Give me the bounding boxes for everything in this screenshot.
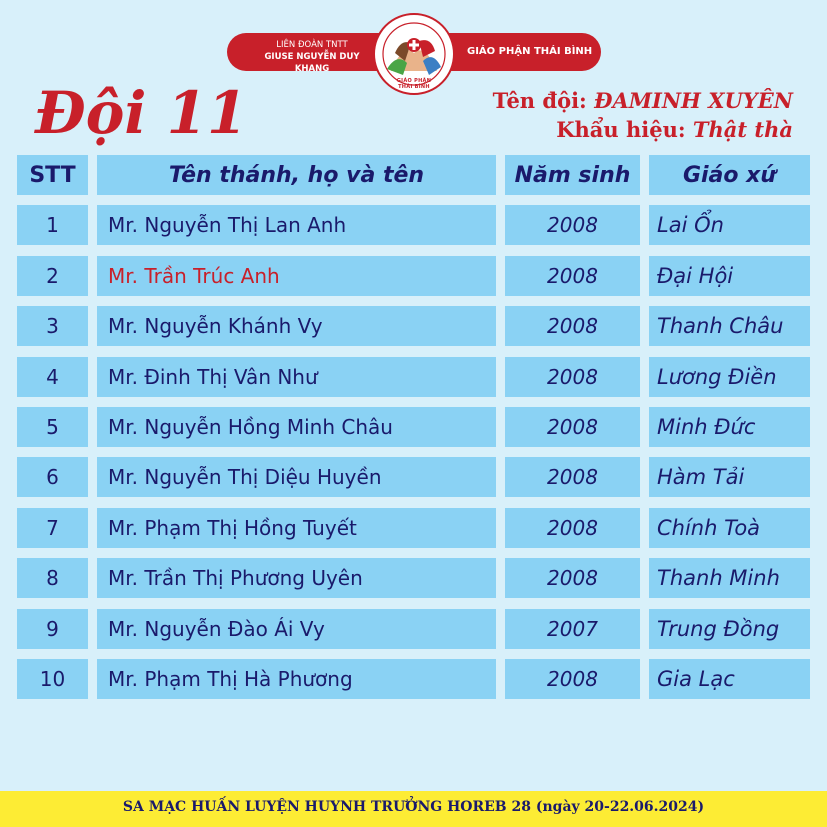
table-row-10-name: Mr. Phạm Thị Hà Phương bbox=[97, 659, 496, 699]
table-row-7-parish: Chính Toà bbox=[649, 508, 810, 548]
team-motto-label: Khẩu hiệu: bbox=[556, 117, 686, 142]
table-row-2-stt: 2 bbox=[17, 256, 88, 296]
table-row-1-stt: 1 bbox=[17, 205, 88, 245]
table-row-3-stt: 3 bbox=[17, 306, 88, 346]
column-header-name: Tên thánh, họ và tên bbox=[97, 155, 496, 195]
table-row-6-name: Mr. Nguyễn Thị Diệu Huyền bbox=[97, 457, 496, 497]
table-row-7-name: Mr. Phạm Thị Hồng Tuyết bbox=[97, 508, 496, 548]
team-motto-line bbox=[493, 115, 793, 144]
table-row-2-name: Mr. Trần Trúc Anh bbox=[97, 256, 496, 296]
team-motto-value: Thật thà bbox=[692, 117, 793, 142]
table-row-4-parish: Lương Điền bbox=[649, 357, 810, 397]
table-row-6-stt: 6 bbox=[17, 457, 88, 497]
table-row-3-year: 2008 bbox=[505, 306, 640, 346]
header-right-text: GIÁO PHẬN THÁI BÌNH bbox=[467, 46, 593, 57]
header-left-line2: GIUSE NGUYỄN DUY KHANG bbox=[264, 52, 360, 74]
table-row-8-name: Mr. Trần Thị Phương Uyên bbox=[97, 558, 496, 598]
table-row-1-parish: Lai Ổn bbox=[649, 205, 810, 245]
table-row-8-year: 2008 bbox=[505, 558, 640, 598]
table-row-4-year: 2008 bbox=[505, 357, 640, 397]
table-row-3-parish: Thanh Châu bbox=[649, 306, 810, 346]
table-row-3-name: Mr. Nguyễn Khánh Vy bbox=[97, 306, 496, 346]
table-row-1-year: 2008 bbox=[505, 205, 640, 245]
table-row-10-stt: 10 bbox=[17, 659, 88, 699]
team-info bbox=[493, 86, 793, 144]
table-row-7-year: 2008 bbox=[505, 508, 640, 548]
logo-caption: GIÁO PHẬN THÁI BÌNH bbox=[396, 78, 432, 90]
table-row-6-parish: Hàm Tải bbox=[649, 457, 810, 497]
team-name-label: Tên đội: bbox=[492, 88, 587, 113]
header-left-line1: LIÊN ĐOÀN TNTT bbox=[276, 40, 348, 50]
table-row-10-parish: Gia Lạc bbox=[649, 659, 810, 699]
table-row-2-parish: Đại Hội bbox=[649, 256, 810, 296]
table-row-2-year: 2008 bbox=[505, 256, 640, 296]
table-row-4-name: Mr. Đinh Thị Vân Như bbox=[97, 357, 496, 397]
column-header-year: Năm sinh bbox=[505, 155, 640, 195]
table-row-9-year: 2007 bbox=[505, 609, 640, 649]
table-row-8-parish: Thanh Minh bbox=[649, 558, 810, 598]
table-row-5-year: 2008 bbox=[505, 407, 640, 447]
column-header-parish: Giáo xứ bbox=[649, 155, 810, 195]
table-row-9-stt: 9 bbox=[17, 609, 88, 649]
header-left-text bbox=[253, 39, 371, 75]
table-row-10-year: 2008 bbox=[505, 659, 640, 699]
table-row-9-name: Mr. Nguyễn Đào Ái Vy bbox=[97, 609, 496, 649]
table-row-4-stt: 4 bbox=[17, 357, 88, 397]
table-row-5-parish: Minh Đức bbox=[649, 407, 810, 447]
team-title: Đội 11 bbox=[35, 79, 248, 147]
table-row-9-parish: Trung Đồng bbox=[649, 609, 810, 649]
column-header-stt: STT bbox=[17, 155, 88, 195]
team-name-line bbox=[493, 86, 793, 115]
table-row-5-stt: 5 bbox=[17, 407, 88, 447]
team-name-value: ĐAMINH XUYÊN bbox=[594, 88, 793, 113]
table-row-8-stt: 8 bbox=[17, 558, 88, 598]
table-row-7-stt: 7 bbox=[17, 508, 88, 548]
table-row-5-name: Mr. Nguyễn Hồng Minh Châu bbox=[97, 407, 496, 447]
footer-banner: SA MẠC HUẤN LUYỆN HUYNH TRƯỞNG HOREB 28 (ngày 20-22.06.2024) bbox=[0, 791, 827, 827]
table-row-6-year: 2008 bbox=[505, 457, 640, 497]
table-row-1-name: Mr. Nguyễn Thị Lan Anh bbox=[97, 205, 496, 245]
